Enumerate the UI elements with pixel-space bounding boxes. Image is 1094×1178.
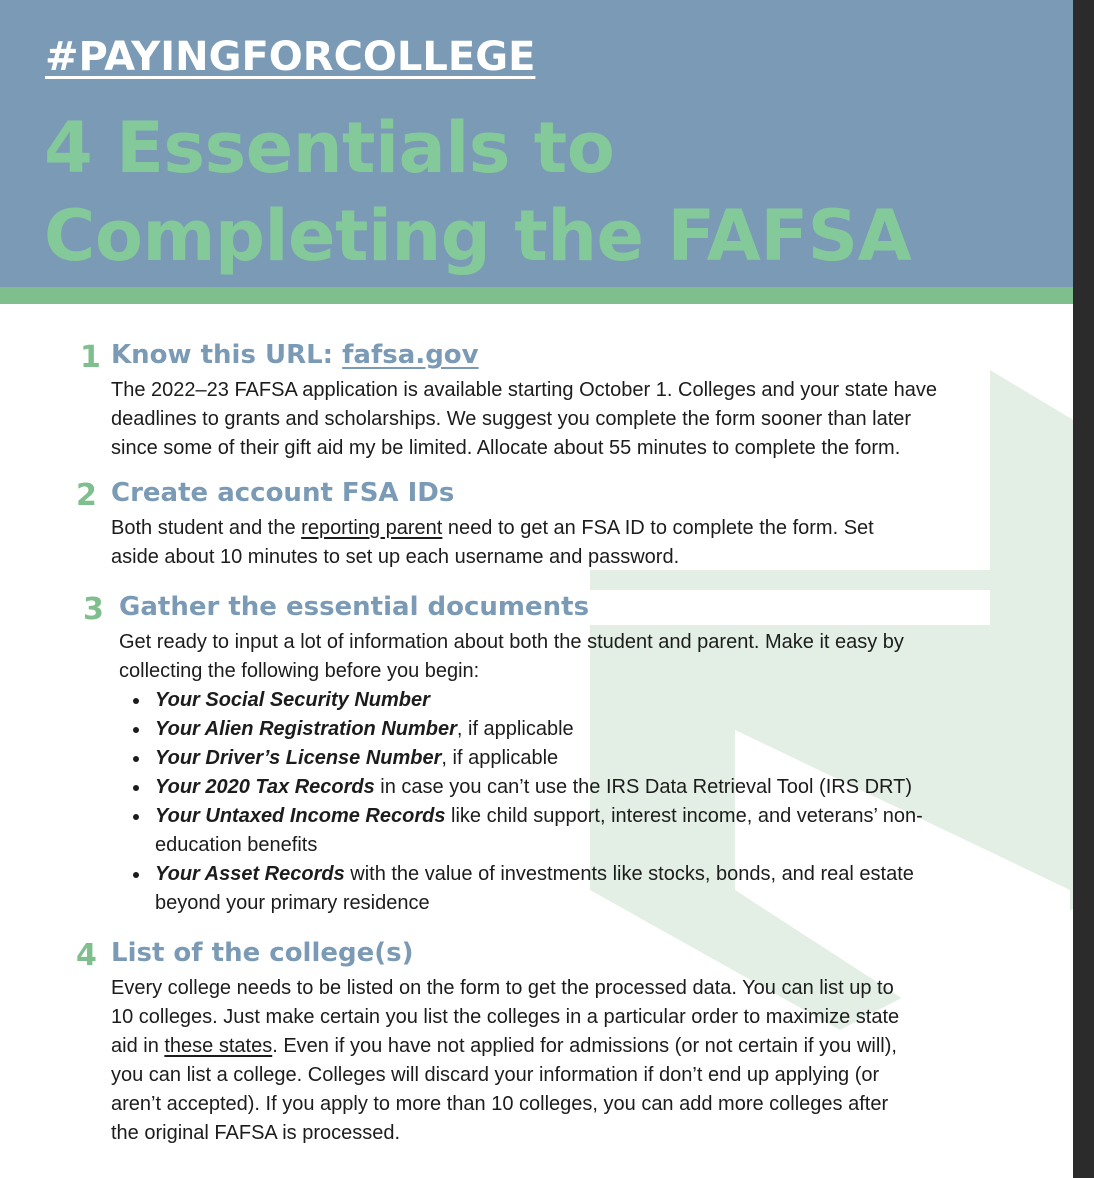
step-number: 3 — [83, 592, 104, 627]
text-segment: Both student and the — [111, 517, 302, 539]
step-title: List of the college(s) — [111, 938, 414, 968]
text-segment: aid in — [111, 1035, 165, 1057]
item-text: education benefits — [155, 834, 318, 856]
item-bold: Your Untaxed Income Records — [155, 805, 446, 827]
item-text: like child support, interest income, and veterans’ non- — [445, 805, 923, 827]
step-number: 2 — [76, 478, 97, 513]
text-line: Every college needs to be listed on the form to get the processed data. You can list up to — [111, 977, 894, 999]
viewer-scrollbar[interactable] — [1073, 0, 1094, 1178]
step-description — [119, 628, 1039, 686]
step-description — [111, 974, 1041, 1148]
text-line: aside about 10 minutes to set up each username and password. — [111, 546, 680, 568]
list-item — [119, 744, 1019, 773]
text-line: deadlines to grants and scholarships. We suggest you complete the form sooner than later — [111, 408, 912, 430]
text-line: The 2022–23 FAFSA application is available starting October 1. Colleges and your state have — [111, 379, 938, 401]
text-line: since some of their gift aid my be limited. Allocate about 55 minutes to complete the form. — [111, 437, 901, 459]
item-bold: Your Driver’s License Number — [155, 747, 442, 769]
text-segment: need to get an FSA ID to complete the form. Set — [442, 517, 874, 539]
text-line: the original FAFSA is processed. — [111, 1122, 401, 1144]
documents-list — [119, 686, 1019, 918]
step-description — [111, 514, 1041, 572]
item-text: with the value of investments like stocks, bonds, and real estate — [344, 863, 914, 885]
these-states-link[interactable]: these states — [164, 1035, 273, 1057]
step-title-text: Know this URL: — [111, 340, 343, 370]
list-item — [119, 686, 1019, 715]
step-number: 1 — [80, 340, 101, 375]
list-item — [119, 802, 1019, 860]
fafsa-link[interactable]: fafsa.gov — [342, 340, 479, 370]
item-text: , if applicable — [441, 747, 559, 769]
item-bold: Your Asset Records — [155, 863, 345, 885]
list-item — [119, 715, 1019, 744]
text-line: aren’t accepted). If you apply to more than 10 colleges, you can add more colleges after — [111, 1093, 889, 1115]
text-segment: . Even if you have not applied for admissions (or not certain if you will), — [272, 1035, 897, 1057]
list-item — [119, 860, 1019, 918]
item-text: in case you can’t use the IRS Data Retrieval Tool (IRS DRT) — [374, 776, 912, 798]
step-description — [111, 376, 1071, 463]
item-bold: Your Social Security Number — [155, 689, 430, 711]
text-line: Get ready to input a lot of information about both the student and parent. Make it easy by — [119, 631, 904, 653]
list-item — [119, 773, 1019, 802]
text-line: 10 colleges. Just make certain you list the colleges in a particular order to maximize state — [111, 1006, 900, 1028]
reporting-parent-link[interactable]: reporting parent — [301, 517, 443, 539]
text-line: you can list a college. Colleges will discard your information if don’t end up applying (or — [111, 1064, 880, 1086]
hashtag[interactable]: #PAYINGFORCOLLEGE — [45, 34, 536, 80]
item-text: , if applicable — [456, 718, 574, 740]
text-line: collecting the following before you begin: — [119, 660, 480, 682]
step-title: Create account FSA IDs — [111, 478, 455, 508]
title-line-1: 4 Essentials to — [44, 107, 615, 189]
step-title: Gather the essential documents — [119, 592, 590, 622]
title-line-2: Completing the FAFSA — [44, 195, 912, 277]
step-number: 4 — [76, 938, 97, 973]
item-bold: Your 2020 Tax Records — [155, 776, 375, 798]
step-title — [111, 340, 479, 370]
item-bold: Your Alien Registration Number — [155, 718, 457, 740]
item-text: beyond your primary residence — [155, 892, 430, 914]
